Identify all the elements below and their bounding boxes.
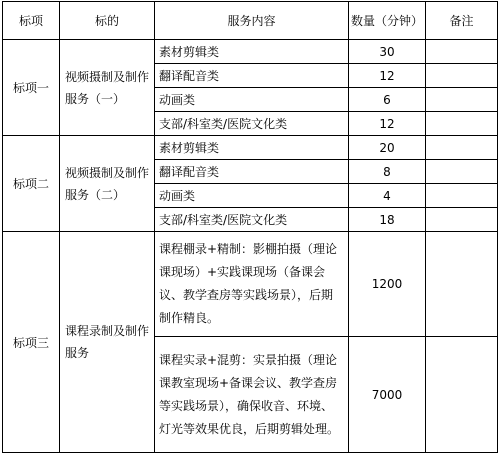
note-cell xyxy=(426,232,498,337)
service-cell: 素材剪辑类 xyxy=(155,136,349,160)
header-lot: 标项 xyxy=(3,2,60,40)
item-cell: 视频摄制及制作服务（一） xyxy=(60,40,155,136)
service-cell: 课程棚录+精制：影棚拍摄（理论课现场）+实践课现场（备课会议、教学查房等实践场景），后期制作精良。 xyxy=(155,232,349,337)
lot-cell: 标项一 xyxy=(3,40,60,136)
header-note: 备注 xyxy=(426,2,498,40)
header-row xyxy=(3,2,498,40)
note-cell xyxy=(426,112,498,136)
lot-cell: 标项二 xyxy=(3,136,60,232)
quantity-cell: 8 xyxy=(349,160,426,184)
table-row xyxy=(3,232,498,337)
note-cell xyxy=(426,64,498,88)
quantity-cell: 12 xyxy=(349,112,426,136)
item-cell: 视频摄制及制作服务（二） xyxy=(60,136,155,232)
note-cell xyxy=(426,40,498,64)
header-service: 服务内容 xyxy=(155,2,349,40)
quantity-cell: 30 xyxy=(349,40,426,64)
quantity-cell: 7000 xyxy=(349,337,426,453)
table-row xyxy=(3,136,498,160)
header-item: 标的 xyxy=(60,2,155,40)
note-cell xyxy=(426,208,498,232)
note-cell xyxy=(426,160,498,184)
service-cell: 支部/科室类/医院文化类 xyxy=(155,208,349,232)
quantity-cell: 20 xyxy=(349,136,426,160)
service-cell: 动画类 xyxy=(155,88,349,112)
note-cell xyxy=(426,136,498,160)
service-table xyxy=(2,1,498,453)
header-quantity: 数量（分钟） xyxy=(349,2,426,40)
quantity-cell: 18 xyxy=(349,208,426,232)
quantity-cell: 6 xyxy=(349,88,426,112)
quantity-cell: 4 xyxy=(349,184,426,208)
note-cell xyxy=(426,88,498,112)
service-cell: 翻译配音类 xyxy=(155,64,349,88)
service-cell: 动画类 xyxy=(155,184,349,208)
lot-cell: 标项三 xyxy=(3,232,60,453)
service-cell: 课程实录+混剪：实景拍摄（理论课教室现场+备课会议、教学查房等实践场景），确保收音、环境、灯光等效果优良，后期剪辑处理。 xyxy=(155,337,349,453)
note-cell xyxy=(426,337,498,453)
service-cell: 支部/科室类/医院文化类 xyxy=(155,112,349,136)
table-row xyxy=(3,40,498,64)
service-cell: 素材剪辑类 xyxy=(155,40,349,64)
service-cell: 翻译配音类 xyxy=(155,160,349,184)
quantity-cell: 1200 xyxy=(349,232,426,337)
quantity-cell: 12 xyxy=(349,64,426,88)
item-cell: 课程录制及制作服务 xyxy=(60,232,155,453)
note-cell xyxy=(426,184,498,208)
